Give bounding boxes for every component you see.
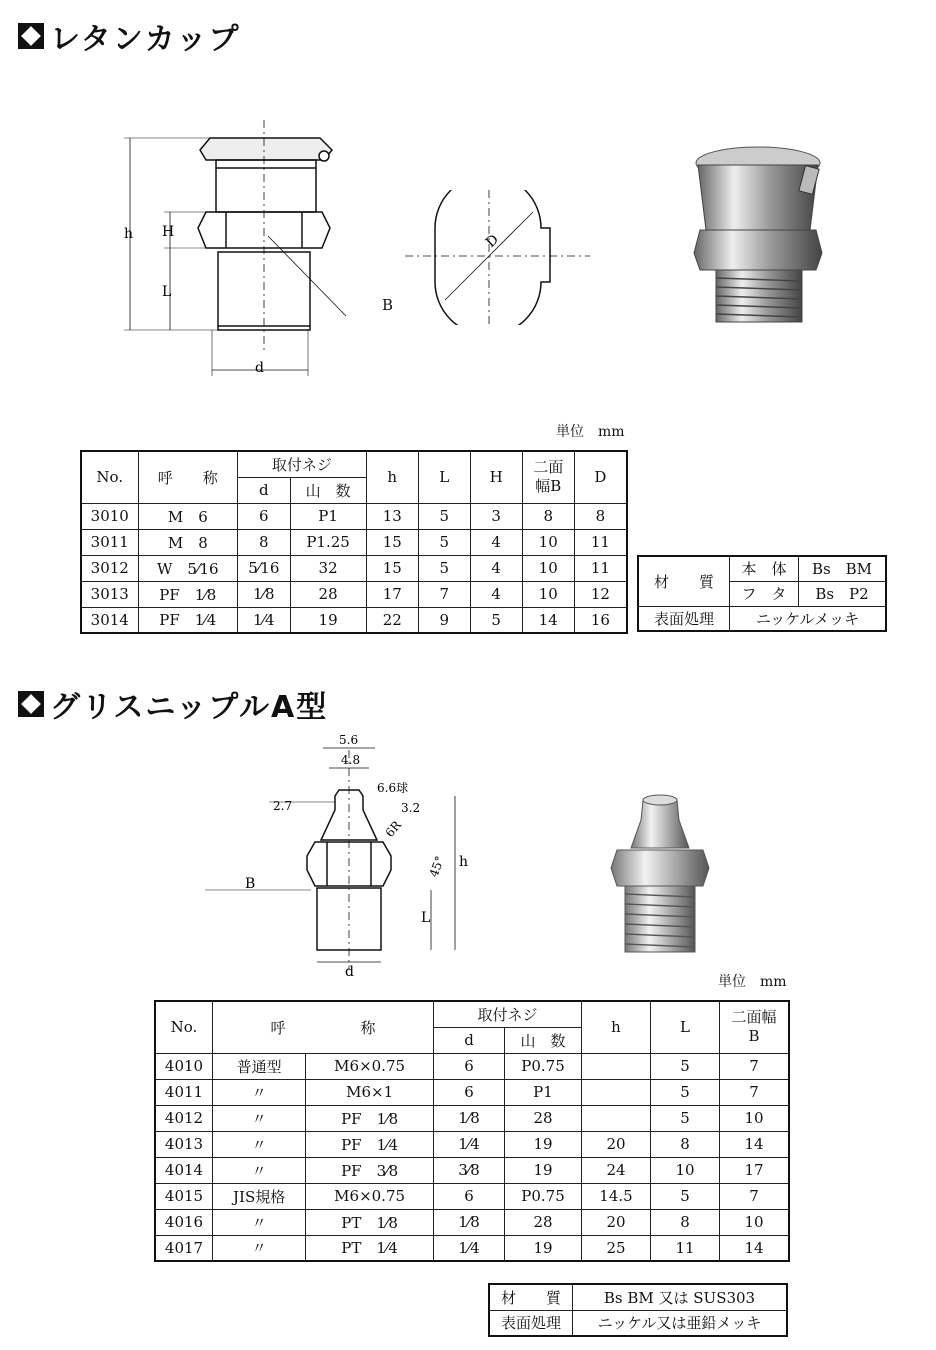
surface-label: 表面処理 <box>489 1310 573 1336</box>
dim-3-2: 3.2 <box>401 801 421 815</box>
cell-B: 8 <box>522 503 574 529</box>
header-d: d <box>238 477 290 503</box>
header-L: L <box>418 451 470 503</box>
header-L: L <box>651 1001 720 1053</box>
diamond-bullet-icon <box>18 23 44 49</box>
cell-D: 8 <box>574 503 627 529</box>
cell-h: 13 <box>366 503 418 529</box>
material-label: 材 質 <box>489 1284 573 1310</box>
dim-h: h <box>459 854 469 870</box>
cell-type: 〃 <box>213 1235 306 1261</box>
cell-name: M6×1 <box>306 1079 434 1105</box>
header-no: No. <box>81 451 138 503</box>
header-thread: 取付ネジ <box>434 1001 582 1027</box>
dim-d-label: d <box>255 360 264 376</box>
section2-spec-table <box>154 1000 790 1262</box>
cell-pitch: 19 <box>290 607 366 633</box>
cell-L: 7 <box>418 581 470 607</box>
header-d: d <box>434 1027 505 1053</box>
cell-name: PF 1⁄8 <box>138 581 238 607</box>
diamond-bullet-icon <box>18 691 44 717</box>
surface-value: ニッケル又は亜鉛メッキ <box>573 1310 788 1336</box>
section1-material-table <box>637 555 887 632</box>
cell-d: 1⁄8 <box>434 1105 505 1131</box>
nipple-photo <box>605 790 715 960</box>
cell-no: 4016 <box>155 1209 213 1235</box>
cell-no: 4017 <box>155 1235 213 1261</box>
cell-H: 4 <box>470 581 522 607</box>
cell-pitch: P0.75 <box>505 1183 582 1209</box>
cell-d: 1⁄4 <box>434 1235 505 1261</box>
header-name: 呼 称 <box>138 451 238 503</box>
dim-2-7: 2.7 <box>273 799 293 813</box>
cell-no: 4011 <box>155 1079 213 1105</box>
header-B: 二面 幅B <box>522 451 574 503</box>
table-row <box>81 503 627 529</box>
cell-h <box>582 1105 651 1131</box>
section1-title: レタンカップ <box>50 22 241 57</box>
cell-name: PT 1⁄8 <box>306 1209 434 1235</box>
cell-h <box>582 1079 651 1105</box>
cell-pitch: 32 <box>290 555 366 581</box>
dim-ball: 6.6球 <box>377 781 409 795</box>
cell-no: 4014 <box>155 1157 213 1183</box>
table-row <box>81 607 627 633</box>
cell-h <box>582 1053 651 1079</box>
cell-name: PF 1⁄4 <box>306 1131 434 1157</box>
dim-B: B <box>245 876 256 892</box>
cell-B: 10 <box>522 529 574 555</box>
table-row <box>81 529 627 555</box>
cell-no: 3010 <box>81 503 138 529</box>
lid-label: フ タ <box>730 581 799 606</box>
cell-L: 5 <box>418 555 470 581</box>
cell-type: 〃 <box>213 1131 306 1157</box>
cell-B: 7 <box>720 1079 790 1105</box>
dim-4-8: 4.8 <box>341 753 361 767</box>
cell-L: 8 <box>651 1131 720 1157</box>
cell-d: 6 <box>434 1053 505 1079</box>
cell-type: 〃 <box>213 1209 306 1235</box>
table-row <box>155 1131 789 1157</box>
cell-no: 3013 <box>81 581 138 607</box>
header-h: h <box>582 1001 651 1053</box>
section2-title: グリスニップルA型 <box>50 690 329 725</box>
cell-no: 4015 <box>155 1183 213 1209</box>
dim-L: L <box>421 910 431 926</box>
lid-value: Bs P2 <box>799 581 887 606</box>
table-row <box>155 1235 789 1261</box>
cell-pitch: 19 <box>505 1157 582 1183</box>
cell-h: 20 <box>582 1131 651 1157</box>
cell-B: 10 <box>720 1105 790 1131</box>
surface-value: ニッケルメッキ <box>730 606 887 631</box>
cell-H: 3 <box>470 503 522 529</box>
cell-h: 17 <box>366 581 418 607</box>
section2-material-table <box>488 1283 788 1337</box>
cell-h: 24 <box>582 1157 651 1183</box>
cell-L: 11 <box>651 1235 720 1261</box>
section1-unit: 単位 mm <box>556 424 625 440</box>
cell-d: 1⁄8 <box>238 581 290 607</box>
cell-d: 3⁄8 <box>434 1157 505 1183</box>
cell-name: M6×0.75 <box>306 1183 434 1209</box>
cup-side-drawing <box>110 120 350 390</box>
cell-pitch: P1.25 <box>290 529 366 555</box>
surface-label: 表面処理 <box>638 606 730 631</box>
header-B: 二面幅 B <box>720 1001 790 1053</box>
cell-L: 9 <box>418 607 470 633</box>
header-thread: 取付ネジ <box>238 451 367 477</box>
material-label: 材 質 <box>638 556 730 606</box>
material-value: Bs BM 又は SUS303 <box>573 1284 788 1310</box>
header-no: No. <box>155 1001 213 1053</box>
cell-no: 3011 <box>81 529 138 555</box>
body-label: 本 体 <box>730 556 799 581</box>
cell-d: 5⁄16 <box>238 555 290 581</box>
cell-h: 25 <box>582 1235 651 1261</box>
cell-pitch: 28 <box>505 1105 582 1131</box>
cell-no: 3014 <box>81 607 138 633</box>
table-row <box>155 1209 789 1235</box>
header-h: h <box>366 451 418 503</box>
cell-pitch: 19 <box>505 1131 582 1157</box>
cell-D: 11 <box>574 555 627 581</box>
dim-H-label: H <box>162 224 175 240</box>
cell-name: M6×0.75 <box>306 1053 434 1079</box>
cell-pitch: 19 <box>505 1235 582 1261</box>
cell-d: 1⁄4 <box>238 607 290 633</box>
header-pitch: 山 数 <box>290 477 366 503</box>
cell-d: 8 <box>238 529 290 555</box>
cell-name: W 5⁄16 <box>138 555 238 581</box>
header-pitch: 山 数 <box>505 1027 582 1053</box>
cell-h: 15 <box>366 529 418 555</box>
cell-L: 5 <box>651 1183 720 1209</box>
cell-no: 3012 <box>81 555 138 581</box>
cell-pitch: P1 <box>505 1079 582 1105</box>
cell-d: 6 <box>238 503 290 529</box>
cell-name: M 8 <box>138 529 238 555</box>
table-row <box>155 1053 789 1079</box>
cell-name: PF 1⁄4 <box>138 607 238 633</box>
cell-L: 10 <box>651 1157 720 1183</box>
cell-name: PF 1⁄8 <box>306 1105 434 1131</box>
section1-spec-table <box>80 450 628 634</box>
cell-L: 5 <box>651 1105 720 1131</box>
cup-top-drawing <box>405 190 590 325</box>
header-H: H <box>470 451 522 503</box>
section1-heading <box>18 14 241 58</box>
dim-5-6: 5.6 <box>339 733 359 747</box>
section2-heading <box>18 682 328 726</box>
cell-L: 5 <box>418 503 470 529</box>
cell-D: 12 <box>574 581 627 607</box>
header-name: 呼 称 <box>213 1001 434 1053</box>
table-row <box>155 1183 789 1209</box>
cell-name: M 6 <box>138 503 238 529</box>
cell-L: 5 <box>651 1079 720 1105</box>
cell-h: 20 <box>582 1209 651 1235</box>
section2-unit: 単位 mm <box>718 974 787 990</box>
cell-no: 4012 <box>155 1105 213 1131</box>
cell-pitch: P0.75 <box>505 1053 582 1079</box>
dim-L-label: L <box>162 284 172 300</box>
cell-d: 1⁄8 <box>434 1209 505 1235</box>
cell-type: 普通型 <box>213 1053 306 1079</box>
cell-pitch: P1 <box>290 503 366 529</box>
cell-type: 〃 <box>213 1105 306 1131</box>
cell-name: PF 3⁄8 <box>306 1157 434 1183</box>
cell-no: 4010 <box>155 1053 213 1079</box>
cell-H: 4 <box>470 555 522 581</box>
cell-type: 〃 <box>213 1079 306 1105</box>
dim-D-label: D <box>482 231 503 251</box>
cell-B: 10 <box>522 581 574 607</box>
cell-B: 10 <box>522 555 574 581</box>
cell-B: 7 <box>720 1053 790 1079</box>
body-value: Bs BM <box>799 556 887 581</box>
cell-B: 14 <box>522 607 574 633</box>
cell-B: 14 <box>720 1235 790 1261</box>
cell-type: JIS規格 <box>213 1183 306 1209</box>
table-row <box>81 581 627 607</box>
table-row <box>155 1079 789 1105</box>
cell-d: 1⁄4 <box>434 1131 505 1157</box>
cell-type: 〃 <box>213 1157 306 1183</box>
cell-h: 22 <box>366 607 418 633</box>
cell-D: 16 <box>574 607 627 633</box>
cell-H: 5 <box>470 607 522 633</box>
dim-h-label: h <box>124 226 134 242</box>
dim-6R: 6R <box>382 818 405 840</box>
cell-d: 6 <box>434 1079 505 1105</box>
cell-h: 15 <box>366 555 418 581</box>
dim-B-label: B <box>382 296 394 314</box>
cell-D: 11 <box>574 529 627 555</box>
cell-no: 4013 <box>155 1131 213 1157</box>
nipple-drawing <box>205 730 475 980</box>
cell-B: 7 <box>720 1183 790 1209</box>
table-row <box>81 555 627 581</box>
cup-photo <box>670 135 860 335</box>
cell-L: 5 <box>651 1053 720 1079</box>
header-D: D <box>574 451 627 503</box>
cell-L: 5 <box>418 529 470 555</box>
table-row <box>155 1105 789 1131</box>
cell-H: 4 <box>470 529 522 555</box>
cell-pitch: 28 <box>505 1209 582 1235</box>
cell-B: 17 <box>720 1157 790 1183</box>
cell-name: PT 1⁄4 <box>306 1235 434 1261</box>
cell-B: 10 <box>720 1209 790 1235</box>
table-row <box>155 1157 789 1183</box>
cell-pitch: 28 <box>290 581 366 607</box>
cell-h: 14.5 <box>582 1183 651 1209</box>
cell-d: 6 <box>434 1183 505 1209</box>
dim-d: d <box>345 964 354 980</box>
cell-B: 14 <box>720 1131 790 1157</box>
dim-45: 45° <box>426 854 448 880</box>
cell-L: 8 <box>651 1209 720 1235</box>
